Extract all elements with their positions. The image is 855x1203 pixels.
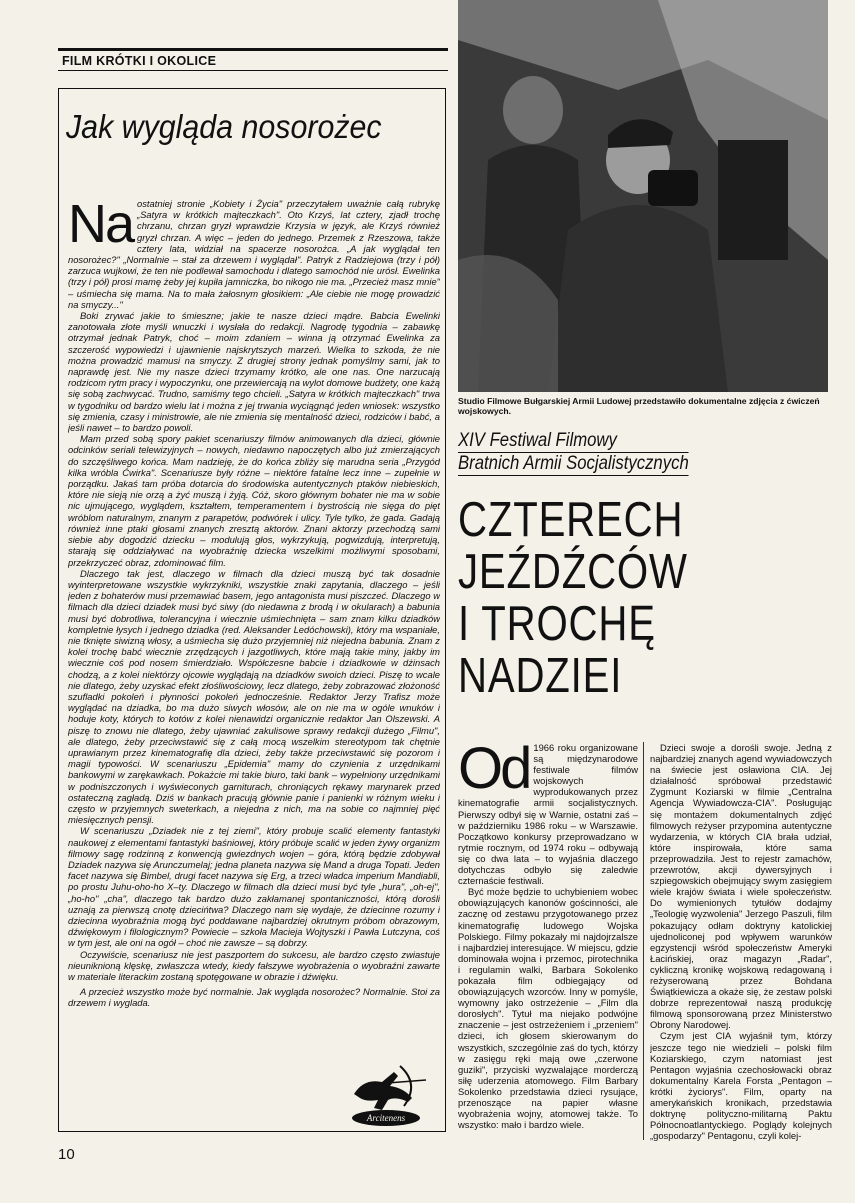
right-article-column-1 <box>458 742 638 1142</box>
photo-illustration <box>458 0 828 392</box>
article-paragraph: Dzieci swoje a dorośli swoje. Jedną z najbardziej znanych agend wywiadowczych na świecie jest osławiona CIA. Jej działalność spróbował przedstawić Zygmunt Koziarski w filmie „Centralna Agencja Wywiadowcza-CIA". Posługując się montażem dokumentalnych zdjęć filmowych reżyser przypomina autentyczne wydarzenia, w których CIA brała udział, które inspirowała, które sama przeprowadziła. Jest to rejestr zamachów, przewrotów, akcji dywersyjnych i szpiegowskich obejmujący swym zasięgiem wiele krajów świata i wiele społeczeństw. Do wymienionych tytułów dodajmy „Teologię wyzwolenia" Jerzego Paszuli, film pokazujący odłam doktryny katolickiej ujednoliconej pod wpływem warunków egzystencji wśród społeczeństw Ameryki Łacińskiej, oraz magazyn „Radar", cykliczną kronikę wojskową redagowaną i reżyserowaną przez Bohdana Świątkiewicza a okaże się, że zestaw polski dobrze reprezentował naszą produkcję filmową sponsorowaną przez Ministerstwo Obrony Narodowej. <box>650 742 832 1031</box>
photo-caption: Studio Filmowe Bułgarskiej Armii Ludowej przedstawiło dokumentalne zdjęcia z ćwiczeń wojskowych. <box>458 396 820 416</box>
article-title: Jak wygląda nosorożec <box>66 108 382 145</box>
article-paragraph: Od 1966 roku organizowane są międzynarodowe festiwale filmów wojskowych wyprodukowanych przez kinematografie armii socjalistycznych. Pierwszy odbył się w Warnie, ostatni zaś – w październiku 1986 roku – w Warszawie. Początkowo konkursy przeprowadzano w rytmie rocznym, od 1974 roku – odbywają się co dwa lata – to wyjaśnia dlaczego dotychczas odbyło się zaledwie czternaście festiwali. <box>458 742 638 887</box>
logo-text: Arcitenens <box>366 1113 406 1123</box>
left-article-body <box>68 198 440 1088</box>
right-article-column-2 <box>650 742 832 1142</box>
headline <box>458 494 770 702</box>
article-paragraph: Na ostatniej stronie „Kobiety i Życia" przeczytałem uważnie całą rubrykę „Satyra w krótkich majteczkach". Oto Krzyś, lat cztery, zjadł trochę chrzanu, chrzan gryzł wprawdzie Krzysia w język, ale Krzyś również gryzł chrzan. A więc – jeden do jednego. Przemek z Rzeszowa, także cztery lata, widział na spacerze nosorożca. „A jak wyglądał ten nosorożec?" „Normalnie – stał za drzewem i wyglądał". Patryk z Radziejowa (trzy i pół) zarzuca wujkowi, że ten nie podlewał samochodu i dlatego samochód nie urósł. Ewelinka (trzy i pół) prosi mamę żeby jej kupiła jamniczka, bo nikogo nie ma. „Przecież masz mnie" – uśmiecha się mama. Na to mała żałosnym głosikiem: „Ale ciebie nie mogę prowadzić na smyczy..." <box>68 198 440 310</box>
headline-line: I TROCHĘ <box>458 597 656 651</box>
dropcap: Na <box>68 198 134 254</box>
article-paragraph: Oczywiście, scenariusz nie jest paszportem do sukcesu, ale bardzo często zwiastuje nieuniknioną klęskę, zwłaszcza wtedy, kiedy fałszywe wyobrażenia o wyobraźni zawarte w materiale literackim zostaną spotęgowane w obrazie i dźwięku. <box>68 948 440 983</box>
festival-subtitle <box>458 430 689 476</box>
headline-line: CZTERECH <box>458 493 684 547</box>
article-paragraph: A przecież wszystko może być normalnie. Jak wygląda nosorożec? Normalnie. Stoi za drzewem i wyglada. <box>68 986 440 1009</box>
arcitenens-logo <box>334 1058 444 1128</box>
festival-line: XIV Festiwal Filmowy <box>458 430 689 453</box>
headline-line: JEŹDŹCÓW <box>458 545 688 599</box>
article-paragraph: Mam przed sobą spory pakiet scenariuszy filmów animowanych dla dzieci, głównie odcinków seriali telewizyjnych – nowych, niedawno napoczętych albo już zmierzających do szczęśliwego końca. Mam nadzieję, że do końca zbliży się marudna seria „Przygód kilka wróbla Ćwirka". Scenariusze były różne – niektóre fatalne lecz inne – zupełnie w porządku. Jakaś tam próba dotarcia do środowiska autentycznych ptaków niebieskich, które nie sieją nie orzą a żyć muszą i żyją. Cóż, skoro głównym bohater nie ma w sobie nic ujmującego, wyglądem, kształtem, temperamentem i bystrością nie sięga do pięt wróblom naturalnym, znanym z parapetów, podwórek i ulicy. Tyle tylko, że gada. Gadają również inne ptaki głosami znanych zresztą aktorów. Znani aktorzy przechodzą sami siebie aby dogodzić dziecku – modulują głos, wykrzykują, pogwizdują, interpretują, starają się oddziaływać na wyobraźnię dziecka wszelkimi możliwymi sposobami, przekrzyczeć obraz, zdominować film. <box>68 433 440 568</box>
festival-line: Bratnich Armii Socjalistycznych <box>458 453 689 474</box>
headline-line: NADZIEI <box>458 649 623 703</box>
column-divider <box>643 742 644 1140</box>
archer-centaur-icon <box>334 1058 444 1128</box>
soldiers-photo <box>458 0 828 392</box>
article-paragraph: Być może będzie to uchybieniem wobec obowiązujących kanonów gościnności, ale zacznę od zestawu przygotowanego przez kinematografię ludowego Wojska Polskiego. Filmy pokazały mi najdojrzalsze i najbardziej interesujące. W miejscu, gdzie dominowała wojna i przemoc, pirotechnika i regulamin walki, Barbara Sokolenko pokazała film odbiegający od obowiązujących wzorców. Inny w pomyśle, wymowny jako ostrzeżenie – „Film dla dorosłych". Tytuł ma niejako podwójne znaczenie – jest ostrzeżeniem i „przeniem" dzieci, ich głosem skierowanym do wszystkich, szczególnie zaś do tych, którzy w zasięgu ręki mają owe „czerwone guziki", przyciski wyzwalające morderczą siłę uderzenia atomowego. Film Barbary Sokolenko przedstawia dzieci rysujące, przenoszące na papier własne wyobrażenia wojny, atomowej także. To wszystko: mało i bardzo wiele. <box>458 886 638 1131</box>
article-paragraph: W scenariuszu „Dziadek nie z tej ziemi", który probuje scalić elementy fantastyki naukowej z elementami fantastyki baśniowej, który próbuje scalić w jeden żywy organizm filmowy sagę rodzinną z konwencją gwiezdnych wojen – góra, którą będzie zdobywał Dziadek nazywa się Arunczumelaj; jedna planeta nazywa się Mand a druga Topati. Jeden facet nazywa się Bimbel, drugi facet nazywa się Erg, a trzeci władca imperium Mandiabli, po prostu Juhu-oho-ho X–ty. Dlaczego w filmach dla dzieci musi być tyle „hura", „oh-ej", „ho-ho" „cha", dlaczego tak bardzo dużo zakłamanej spontaniczności, którą dorośli uznają za pierwszą cnotę dziecińtwa? Dlaczego nam się wydaje, że dziecinne rozumy i dziecinna wyobraźnia mogą być poddawane najbardziej okrutnym próbom obrazowym, dźwiękowym i filologicznym? Powiecie – szkoła Macieja Wojtyszki i Pawła Lutczyna, coś w tym jest, ale oni na ogół – choć nie zawsze – są dobrzy. <box>68 825 440 949</box>
section-label: FILM KRÓTKI I OKOLICE <box>58 48 448 71</box>
dropcap: Od <box>458 742 530 801</box>
article-paragraph: Czym jest CIA wyjaśnił tym, którzy jeszcze tego nie wiedzieli – polski film Koziarskiego, czym natomiast jest Pentagon wyjaśnia czechosłowacki obraz dokumentalny Karela Forsta „Pentagon – krótki życiorys". Film, oparty na amerykańskich kronikach, przedstawia doktrynę polityczno-militarną Paktu Północnoatlantyckiego. Poglądy kolejnych „gospodarzy" Pentagonu, czyli kolej- <box>650 1030 832 1142</box>
article-paragraph: Dlaczego tak jest, dlaczego w filmach dla dzieci muszą być tak dosadnie wyinterpretowane wszystkie wykrzykniki, wszystkie znaki zapytania, dlaczego – jeśli jeden z bohaterów musi przemawiać basem, jego antagonista musi piszczeć. Dlaczego w filmach dla dzieci dziadek musi być siwy (do niedawna z brodą i w okularach) a babunia musi być dobrotliwa, tolerancyjna i wiecznie uśmiechnięta – sam znam kilku dziadków kompletnie łysych i jednego dziadka (red. Aleksander Ledóchowski), który ma wspaniałe, nie tknięte siwizną włosy, a uśmiecha się dużo przyjemniej niż niejedna babunia. Znam z kolei trochę babć wiecznie zrzędzących i jazgotliwych, które mają takie miny, jakby im wiecznie coś pod nosem śmierdziało. Współczesne babcie i dziadkowie w dżinsach chodzą, a z kolei niektórzy ojcowie wyglądają na dziadków swoich dzieci. Piszę to wcale nie dlatego, żeby uzyskać efekt złośliwościowy, lecz dlatego, żeby zobrazować złożoność szufladki pokoleń i płynności pokoleń jednocześnie. Redaktor Jerzy Trafisz może wyglądać na dziadka, bo ma dużo siwych włosów, ale on nie ma w ogóle wnuków i hoduje koty, których to kotów z kolei nienawidzi organicznie redaktor Jan Olszewski. A piszę to znowu nie dlatego, żeby ujawniać zakulisowe sprawy redakcji dużego „Filmu", ale dlatego, żeby przeciwstawić się z całą mocą wszelkim stereotypom tak chętnie uprawianym przez kinematografię dla dzieci, żeby także przeciwstawić się pozorom i magii typowości. W scenariuszu „Epidemia" mamy do czynienia z urzędnikami bankowymi w zarękawkach. Pokażcie mi takie biuro, taki bank – wypełniony urzędnikami w podniszczonych i wyświeconych garniturach, chroniących rękawy marynarek przed ostateczną zagładą. Dziś w bankach pracują głównie panie i panienki w różnym wieku i często w przyjemnych sweterkach, a niejedna z nich, ma na sobie co najmniej pięć miesięcznych pensji. <box>68 567 440 826</box>
article-paragraph: Boki zrywać jakie to śmieszne; jakie te nasze dzieci mądre. Babcia Ewelinki zanotowała złote myśli wnuczki i wysłała do redakcji. Nagrodę tygodnia – zabawkę otrzymał jednak Patryk, choć – moim zdaniem – winna ją otrzymać Ewelinka za szczerość wypowiedzi i ujawnienie najskrytszych marzeń. Wielka to szkoda, że nie można prowadzić mamusi na smyczy. Z drugiej strony jednak pomyślmy sami, jak to naprawdę jest. Nie my nasze dzieci trzymamy krótko, ale one nas. One narzucają rodzicom rytm pracy i wypoczynku, one przewiercają na wylot domowe budżety, one każą się sobą zachwycać. Trudno, samiśmy tego chcieli. „Satyra w krótkich majteczkach" trwa w tygodniku od bardzo wielu lat i można z jej trwania wyciągnąć jeden wniosek: wszystko się zmienia, czasy i ministrowie, ale nie zmienia się mentalność dzieci, rodziców i babć, a jeśli nawet – to bardzo powoli. <box>68 310 440 434</box>
page-number: 10 <box>58 1146 75 1163</box>
